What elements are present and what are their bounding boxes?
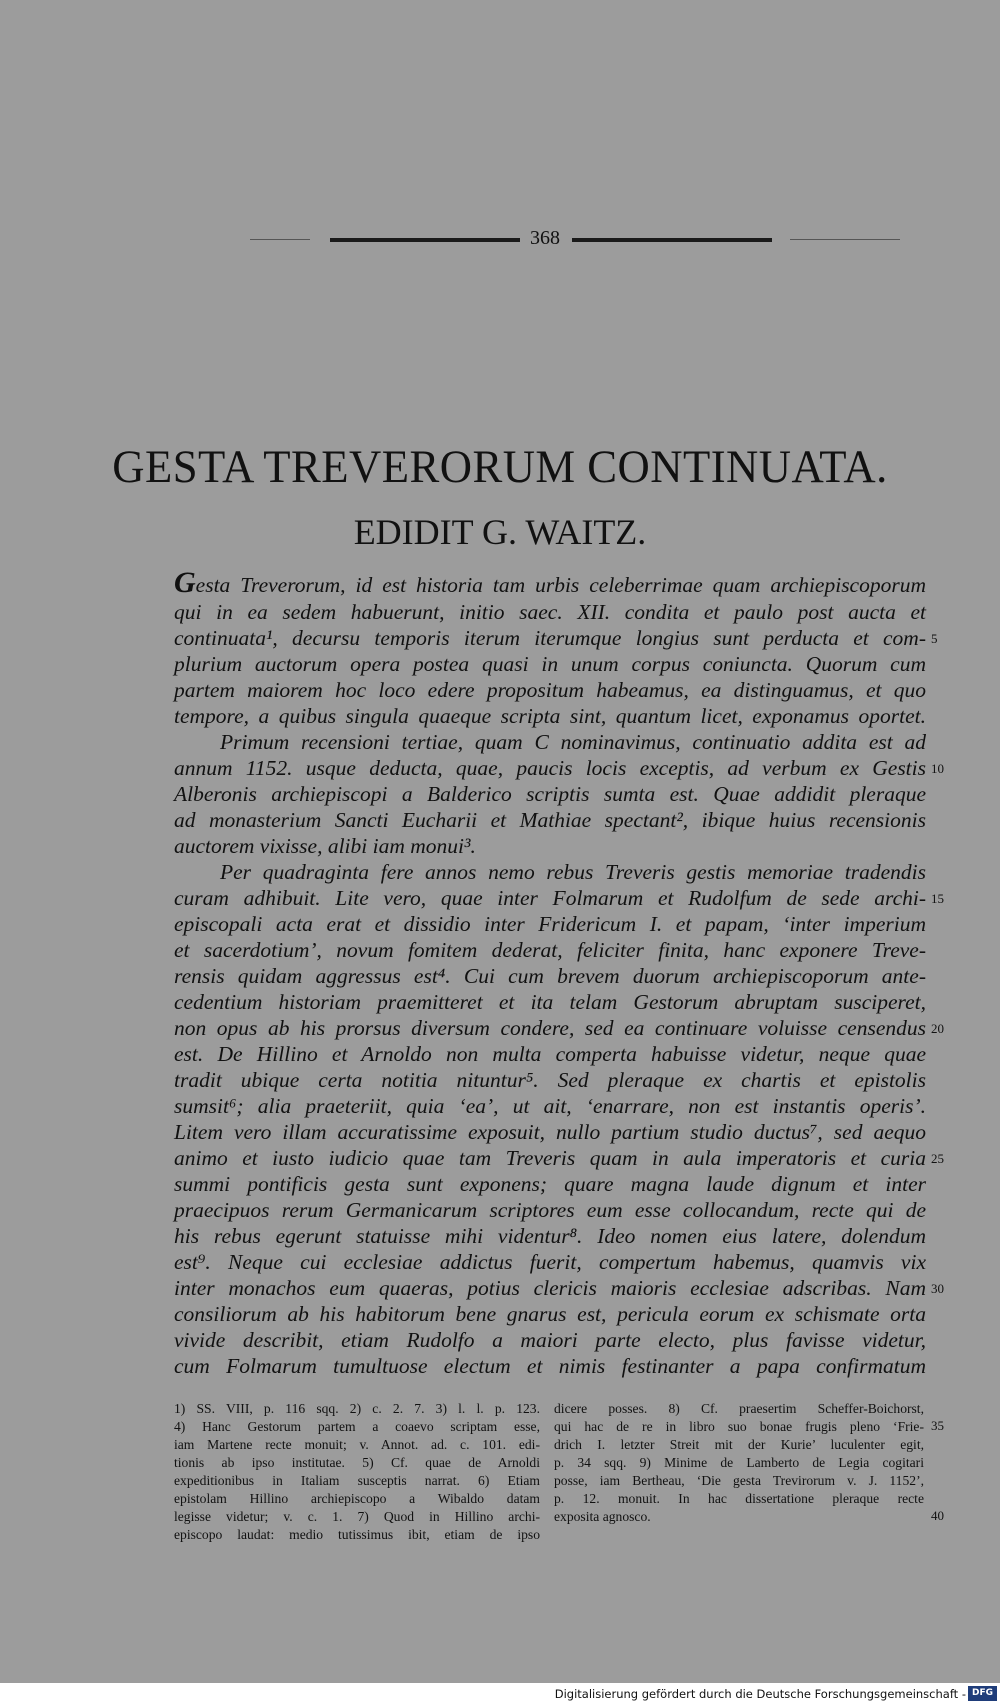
text-line: tempore, a quibus singula quaeque scripta sint, quantum licet, exponamus oportet. [174, 704, 926, 728]
text-line: Alberonis archiepiscopi a Balderico scriptis sumta est. Quae addidit pleraque [174, 782, 926, 806]
drop-cap: G [174, 566, 196, 599]
footnote-line: legisse videtur; v. c. 1. 7) Quod in Hillino archi- [174, 1509, 540, 1524]
page-number: 368 [530, 227, 560, 249]
text-line: continuata¹, decursu temporis iterum iterumque longius sunt perducta et com- [174, 626, 926, 650]
footnote-line: p. 12. monuit. In hac dissertatione pleraque recte [554, 1491, 924, 1506]
header-rule-left-thin [250, 239, 310, 240]
text-line: et sacerdotium’, novum fomitem dederat, feliciter finita, hanc exponere Treve- [174, 938, 926, 962]
text-line: auctorem vixisse, alibi iam monui³. [174, 834, 476, 858]
text-line: Per quadraginta fere annos nemo rebus Treveris gestis memoriae tradendis [220, 860, 926, 884]
footnote-line: p. 34 sqq. 9) Minime de Lamberto de Legia cogitari [554, 1455, 924, 1470]
text-line: summi pontificis gesta sunt exponens; quare magna laude dignum et inter [174, 1172, 926, 1196]
text-line: vivide describit, etiam Rudolfo a maiori parte electo, plus favisse videtur, [174, 1328, 926, 1352]
text-line: his rebus egerunt statuisse mihi videntur⁸. Ideo nomen eius latere, dolendum [174, 1224, 926, 1248]
text-line: tradit ubique certa notitia nituntur⁵. Sed pleraque ex chartis et epistolis [174, 1068, 926, 1092]
footnote-line: episcopo laudat: medio tutissimus ibit, etiam de ipso [174, 1527, 540, 1542]
line-number: 25 [931, 1151, 944, 1166]
page-title: GESTA TREVERORUM CONTINUATA. [112, 441, 888, 493]
footnote-line: iam Martene recte monuit; v. Annot. ad. c. 101. edi- [174, 1437, 540, 1452]
footnote-line: drich I. letzter Streit mit der Kurie’ luculenter egit, [554, 1437, 924, 1452]
footnote-line: exposita agnosco. [554, 1509, 651, 1524]
line-number: 20 [931, 1021, 944, 1036]
text-line: sumsit⁶; alia praeteriit, quia ‘ea’, ut ait, ‘enarrare, non est instantis operis’. [174, 1094, 926, 1118]
header-rule-right [572, 238, 772, 242]
footnote-line: posse, iam Bertheau, ‘Die gesta Trevirorum v. J. 1152’, [554, 1473, 924, 1488]
header-rule-left [330, 238, 520, 242]
footnote-line: qui hac de re in libro suo bonae frugis pleno ‘Frie- [554, 1419, 924, 1434]
footer-credit: Digitalisierung gefördert durch die Deutsche Forschungsgemeinschaft - [554, 1687, 966, 1701]
text-line: est. De Hillino et Arnoldo non multa comperta habuisse videtur, neque quae [174, 1042, 926, 1066]
text-line: annum 1152. usque deducta, quae, paucis locis exceptis, ad verbum ex Gestis [174, 756, 926, 780]
text-line: rensis quidam aggressus est⁴. Cui cum brevem duorum archiepiscoporum ante- [174, 964, 926, 988]
dfg-logo: DFG [968, 1686, 997, 1701]
text-line: animo et iusto iudicio quae tam Treveris quam in aula imperatoris et curia [174, 1146, 926, 1170]
line-number: 5 [931, 631, 938, 646]
text-line: Litem vero illam accuratissime exposuit, nullo partium studio ductus⁷, sed aequo [174, 1120, 926, 1144]
line-number: 10 [931, 761, 944, 776]
line-number: 40 [931, 1508, 944, 1523]
footnote-line: epistolam Hillino archiepiscopo a Wibaldo datam [174, 1491, 540, 1506]
text-line: inter monachos eum quaeras, potius clericis maioris ecclesiae adscribas. Nam [174, 1276, 926, 1300]
text-line: Gesta Treverorum, id est historia tam urbis celeberrimae quam archiepiscoporum [174, 566, 926, 599]
text-line: plurium auctorum opera postea quasi in unum corpus coniuncta. Quorum cum [174, 652, 926, 676]
footnote-line: 4) Hanc Gestorum partem a coaevo scriptam esse, [174, 1419, 540, 1434]
text-line: qui in ea sedem habuerunt, initio saec. XII. condita et paulo post aucta et [174, 600, 926, 624]
line-number: 15 [931, 891, 944, 906]
footnote-line: 1) SS. VIII, p. 116 sqq. 2) c. 2. 7. 3) l. l. p. 123. [174, 1401, 540, 1416]
text-line: partem maiorem hoc loco edere propositum habeamus, ea distinguamus, et quo [174, 678, 926, 702]
page-subtitle: EDIDIT G. WAITZ. [353, 512, 647, 552]
header-rule-right-thin [790, 239, 900, 240]
line-number: 35 [931, 1418, 944, 1433]
text-line: non opus ab his prorsus diversum condere, sed ea continuare voluisse censendus [174, 1016, 926, 1040]
text-line: ad monasterium Sancti Eucharii et Mathiae spectant², ibique huius recensionis [174, 808, 926, 832]
text-line: episcopali acta erat et dissidio inter Fridericum I. et papam, ‘inter imperium [174, 912, 926, 936]
text-line: cum Folmarum tumultuose electum et nimis festinanter a papa confirmatum [174, 1354, 926, 1378]
footnote-line: expeditionibus in Italiam susceptis narrat. 6) Etiam [174, 1473, 540, 1488]
text-line: curam adhibuit. Lite vero, quae inter Folmarum et Rudolfum de sede archi- [174, 886, 926, 910]
text-line: consiliorum ab his habitorum bene gnarus est, pericula eorum ex schismate orta [174, 1302, 926, 1326]
footnote-line: tionis ab ipso institutae. 5) Cf. quae de Arnoldi [174, 1455, 540, 1470]
footnote-line: dicere posses. 8) Cf. praesertim Scheffer-Boichorst, [554, 1401, 924, 1416]
text-line: Primum recensioni tertiae, quam C nominavimus, continuatio addita est ad [220, 730, 926, 754]
text-line: est⁹. Neque cui ecclesiae addictus fuerit, compertum habemus, quamvis vix [174, 1250, 926, 1274]
text-line: praecipuos rerum Germanicarum scriptores eum esse collocandum, recte qui de [174, 1198, 926, 1222]
line-number: 30 [931, 1281, 944, 1296]
text-line: cedentium historiam praemitteret et ita telam Gestorum abruptam susciperet, [174, 990, 926, 1014]
